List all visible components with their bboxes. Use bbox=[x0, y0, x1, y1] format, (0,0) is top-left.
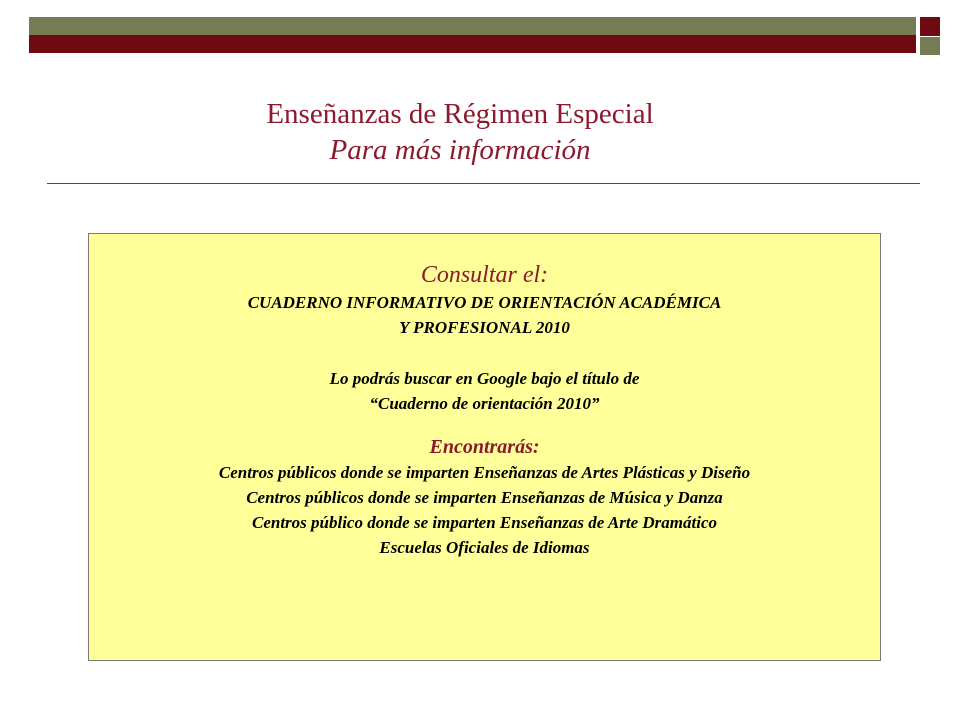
box-heading: Consultar el: bbox=[420, 262, 549, 288]
top-bar-maroon-stripe bbox=[29, 35, 916, 53]
top-decorative-bar bbox=[29, 17, 916, 53]
list-item: Centros públicos donde se imparten Enseñanzas de Artes Plásticas y Diseño bbox=[218, 463, 751, 482]
document-title-line: CUADERNO INFORMATIVO DE ORIENTACIÓN ACADÉMICA bbox=[247, 293, 722, 312]
title-block bbox=[40, 96, 920, 168]
search-hint-line: Lo podrás buscar en Google bajo el título de bbox=[329, 369, 640, 388]
document-title-line: Y PROFESIONAL 2010 bbox=[399, 318, 570, 337]
title-divider bbox=[47, 183, 920, 184]
list-item: Escuelas Oficiales de Idiomas bbox=[379, 538, 590, 557]
slide-title: Enseñanzas de Régimen Especial bbox=[266, 98, 654, 130]
list-item: Centros públicos donde se imparten Enseñanzas de Música y Danza bbox=[246, 488, 723, 507]
corner-square-olive bbox=[920, 37, 940, 55]
spacer bbox=[89, 340, 880, 366]
search-hint-line: “Cuaderno de orientación 2010” bbox=[369, 394, 600, 413]
list-item: Centros público donde se imparten Enseñanzas de Arte Dramático bbox=[251, 513, 718, 532]
info-box bbox=[88, 233, 881, 661]
corner-square-maroon bbox=[920, 17, 940, 36]
slide-subtitle: Para más información bbox=[329, 134, 591, 166]
box-subheading: Encontrarás: bbox=[429, 436, 540, 458]
